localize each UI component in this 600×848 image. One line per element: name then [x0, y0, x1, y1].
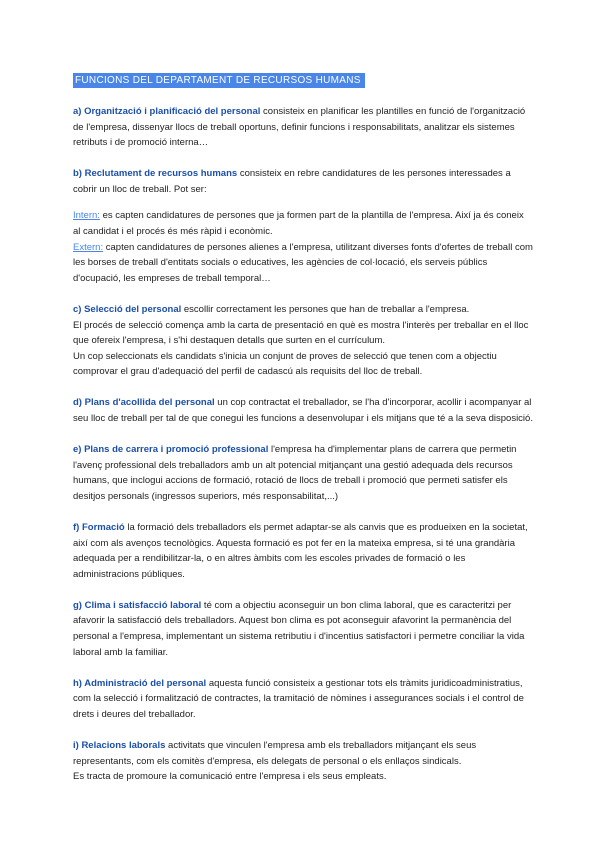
- section-heading: b) Reclutament de recursos humans: [73, 168, 238, 180]
- document-page: [73, 70, 533, 800]
- section-e: [73, 442, 533, 504]
- intern-text: es capten candidatures de persones que ja formen part de la plantilla de l'empresa. Així ja és coneix al candidat i el procés és més ràpid i econòmic.: [73, 210, 524, 238]
- section-heading: f) Formació: [73, 521, 125, 533]
- section-c: [73, 302, 533, 380]
- section-text: l'empresa ha d'implementar plans de carrera que permetin l'avenç professional dels treballadors amb un alt potencial mitjançant una gestió adequada dels recursos humans, que inclogui accions de formació, rotació de llocs de treball i promoció que permeti satisfer els desitjos personals (ingressos superiors, més responsabilitat,...): [73, 444, 517, 502]
- section-d: [73, 395, 533, 426]
- section-h: [73, 676, 533, 723]
- section-heading: g) Clima i satisfacció laboral: [73, 599, 202, 611]
- section-text: la formació dels treballadors els permet adaptar-se als canvis que es produeixen en la societat, així com als avenços tecnològics. Aquesta formació es pot fer en la mateixa empresa, si té una grandària adequada per a rendibilitzar-la, o en altres àmbits com les escoles privades de formació o les administracions públiques.: [73, 521, 528, 580]
- extern-label: Extern:: [73, 241, 104, 253]
- extern-text: capten candidatures de persones alienes a l'empresa, utilitzant diverses fonts d'ofertes de treball com les borses de treball d'entitats socials o educatives, les agències de col·locació, els serveis públics d'ocupació, les empreses de treball temporal…: [73, 241, 533, 284]
- section-text: escollir correctament les persones que han de treballar a l'empresa.: [181, 303, 470, 315]
- section-heading: i) Relacions laborals: [73, 740, 166, 751]
- intern-label: Intern:: [73, 210, 100, 222]
- section-b: [73, 166, 533, 286]
- section-a: [73, 104, 533, 151]
- section-text-2: El procés de selecció comença amb la carta de presentació en què es mostra l'interès per treballar en el lloc que ofereix l'empresa, i s'hi destaquen detalls que surten en el currículum.: [73, 319, 529, 347]
- page-title: FUNCIONS DEL DEPARTAMENT DE RECURSOS HUMANS: [73, 73, 365, 88]
- section-text-2: Es tracta de promoure la comunicació entre l'empresa i els seus empleats.: [73, 771, 387, 783]
- section-heading: h) Administració del personal: [73, 677, 207, 689]
- section-text: consisteix en planificar les plantilles en funció de l'organització de l'empresa, dissenyar llocs de treball oportuns, definir funcions i responsabilitats, analitzar els sistemes retributs i de promoció interna…: [73, 106, 526, 149]
- section-i: [73, 738, 533, 785]
- section-text: consisteix en rebre candidatures de les persones interessades a cobrir un lloc de treball. Pot ser:: [73, 168, 511, 195]
- section-text: activitats que vinculen l'empresa amb els treballadors mitjançant els seus representants, com els comitès d'empresa, els delegats de personal o els enllaços sindicals.: [73, 740, 477, 767]
- section-f: [73, 520, 533, 582]
- section-text-3: Un cop seleccionats els candidats s'inicia un conjunt de proves de selecció que tenen com a objectiu comprovar el grau d'adequació del perfil de cadascú als requisits del lloc de treball.: [73, 350, 497, 378]
- section-heading: a) Organització i planificació del personal: [73, 106, 261, 117]
- section-heading: c) Selecció del personal: [73, 303, 182, 315]
- section-heading: e) Plans de carrera i promoció professional: [73, 444, 269, 456]
- section-text: un cop contractat el treballador, se l'ha d'incorporar, acollir i acompanyar al seu lloc de treball per tal de que conegui les funcions a desenvolupar i els mitjans que té a la seva disposició.: [73, 397, 533, 424]
- section-g: [73, 598, 533, 660]
- section-text: té com a objectiu aconseguir un bon clima laboral, que es caracteritzi per afavorir la satisfacció dels treballadors. Aquest bon clima es pot aconseguir afavorint la permanència del personal a l'empresa, implementant un sistema retributiu i d'incentius satisfactori i permetre conciliar la vida laboral amb la familiar.: [73, 599, 525, 658]
- section-text: aquesta funció consisteix a gestionar tots els tràmits juridicoadministratius, com la selecció i formalització de contractes, la tramitació de nòmines i assegurances socials i el control de drets i deures del treballador.: [73, 677, 524, 720]
- section-heading: d) Plans d'acollida del personal: [73, 397, 215, 409]
